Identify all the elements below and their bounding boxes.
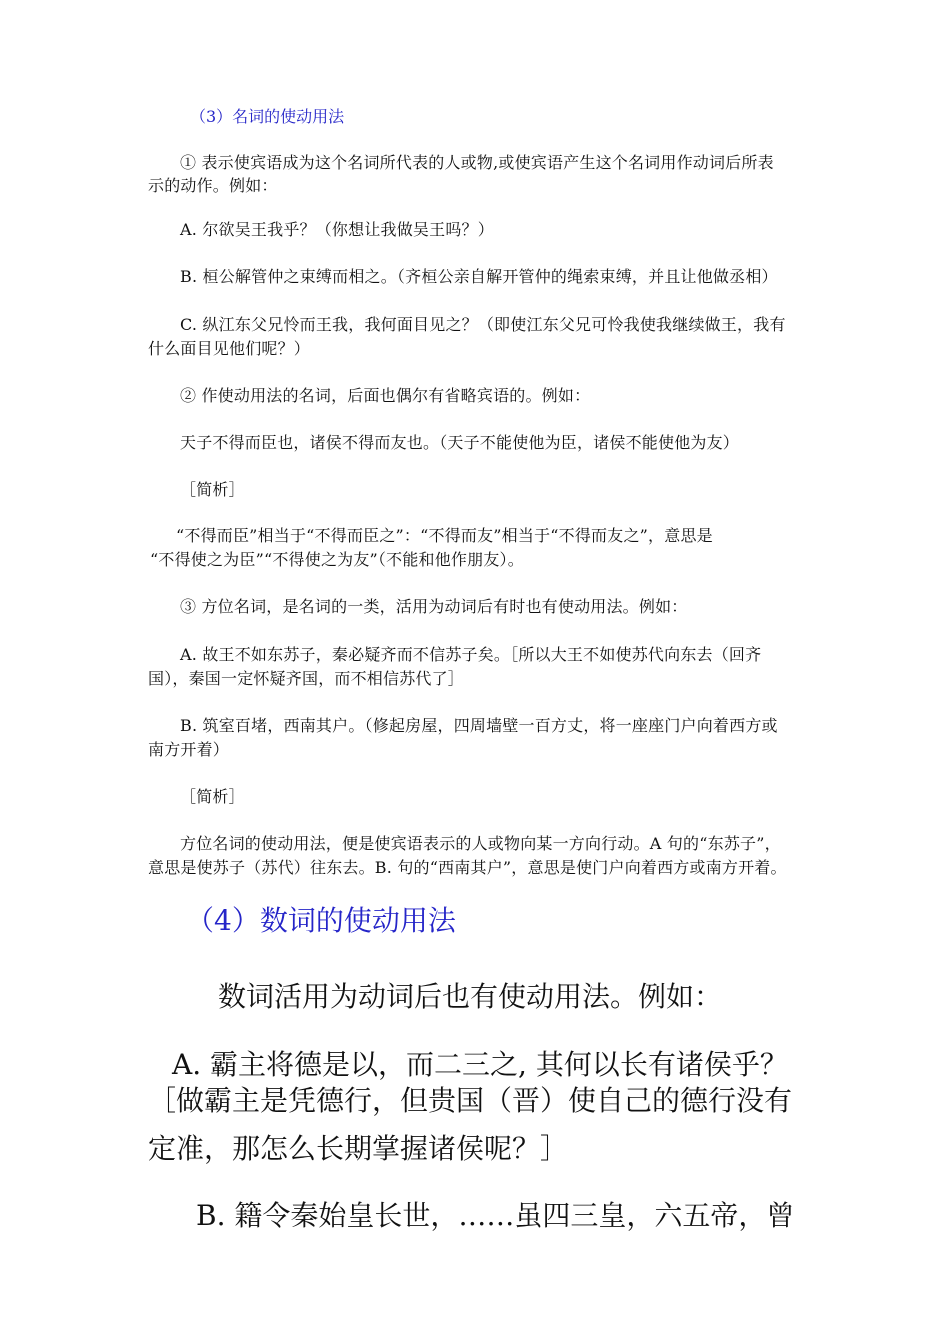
section4-heading: （4）数词的使动用法 xyxy=(186,904,456,937)
point3-example-b-line2: 南方开着） xyxy=(148,740,230,759)
point3-example-a-line2: 国），秦国一定怀疑齐国，而不相信苏代了］ xyxy=(148,669,465,688)
analysis-1-line2: “不得使之为臣”“不得使之为友”（不能和他作朋友）。 xyxy=(150,550,524,569)
section4-example-a-line1: A. 霸主将德是以，而二三之, 其何以长有诸侯乎？ xyxy=(172,1048,788,1081)
section4-example-a-line3: 定准，那怎么长期掌握诸侯呢？］ xyxy=(148,1132,569,1165)
point1-line2: 示的动作。例如： xyxy=(148,176,278,195)
section4-intro: 数词活用为动词后也有使动用法。例如： xyxy=(218,980,723,1013)
analysis-label: ［简析］ xyxy=(180,787,245,806)
analysis-2-line1: 方位名词的使动用法，便是使宾语表示的人或物向某一方向行动。A 句的“东苏子”， xyxy=(180,834,781,853)
section3-heading: （3）名词的使动用法 xyxy=(190,107,345,126)
example-c-line2: 什么面目见他们呢？） xyxy=(148,339,311,358)
analysis-label: ［简析］ xyxy=(180,480,245,499)
analysis-2-line2: 意思是使苏子（苏代）往东去。B. 句的“西南其户”，意思是使门户向着西方或南方开着。 xyxy=(148,858,787,877)
section3-point2: ② 作使动用法的名词，后面也偶尔有省略宾语的。例如： xyxy=(180,386,591,405)
example-a: A. 尔欲吴王我乎？（你想让我做吴王吗？） xyxy=(180,220,494,239)
section4-example-a-line2: ［做霸主是凭德行，但贵国（晋）使自己的德行没有 xyxy=(148,1084,793,1117)
point3-example-a-line1: A. 故王不如东苏子，秦必疑齐而不信苏子矣。［所以大王不如使苏代向东去（回齐 xyxy=(180,645,762,664)
example-c-line1: C. 纵江东父兄怜而王我，我何面目见之？（即使江东父兄可怜我使我继续做王，我有 xyxy=(180,315,786,334)
section3-point3: ③ 方位名词，是名词的一类，活用为动词后有时也有使动用法。例如： xyxy=(180,597,688,616)
section4-example-b: B. 籍令秦始皇长世，……虽四三皇，六五帝，曾 xyxy=(196,1199,795,1232)
point1-line1: ① 表示使宾语成为这个名词所代表的人或物,或使宾语产生这个名词用作动词后所表 xyxy=(180,153,774,172)
example-b: B. 桓公解管仲之束缚而相之。（齐桓公亲自解开管仲的绳索束缚，并且让他做丞相） xyxy=(180,267,778,286)
point3-example-b-line1: B. 筑室百堵，西南其户。（修起房屋，四周墙壁一百方丈，将一座座门户向着西方或 xyxy=(180,716,778,735)
point2-example: 天子不得而臣也，诸侯不得而友也。（天子不能使他为臣，诸侯不能使他为友） xyxy=(180,433,740,452)
analysis-1-line1: “不得而臣”相当于“不得而臣之”：“不得而友”相当于“不得而友之”，意思是 xyxy=(176,526,713,545)
